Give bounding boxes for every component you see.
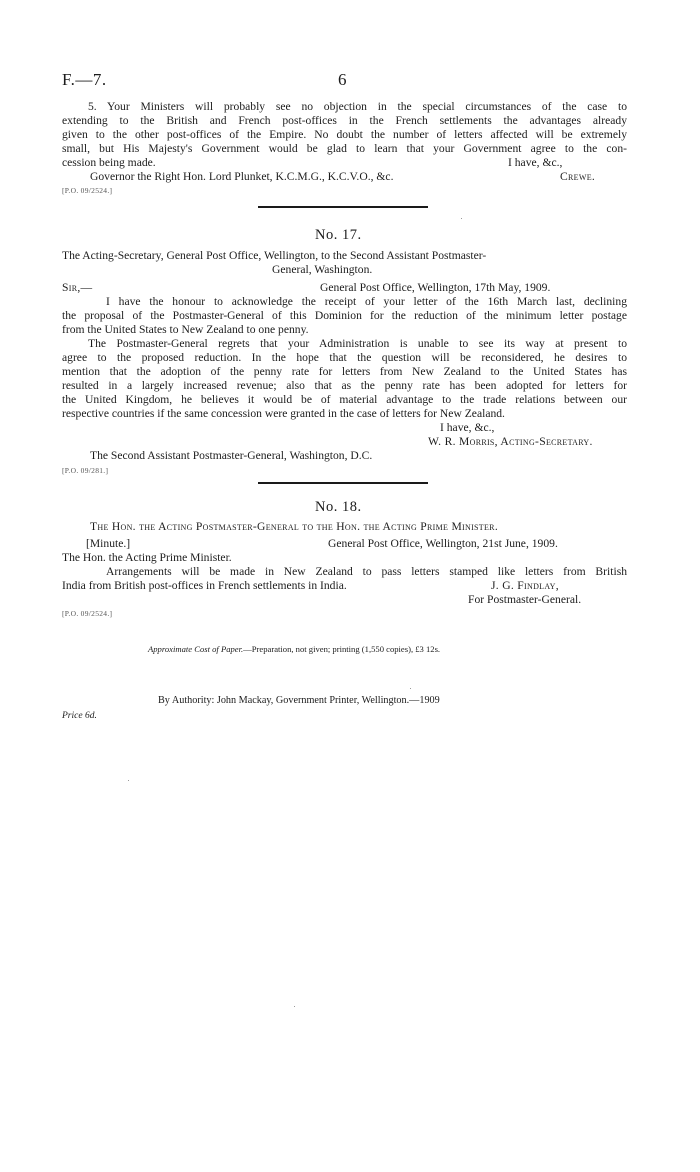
price: Price 6d. [62, 711, 97, 721]
item17-title-line-2: General, Washington. [272, 263, 373, 276]
item17-para2-line-2: agree to the proposed reduction. In the hope that the question will be reconsidered, he desires to [62, 351, 627, 364]
item17-addressee: The Second Assistant Postmaster-General, Washington, D.C. [90, 449, 373, 462]
printer-authority: By Authority: John Mackay, Government Printer, Wellington.—1909 [158, 695, 440, 706]
item17-dateline: General Post Office, Wellington, 17th May, 1909. [320, 281, 551, 294]
para5-last-line: cession being made. [62, 156, 156, 169]
item17-para2-line-4: resulted in a largely increased revenue; also that as the penny rate has been adopted for letters for [62, 379, 627, 392]
item17-signature: W. R. Morris, Acting-Secretary. [428, 435, 593, 448]
separator-rule-2 [258, 482, 428, 484]
speck [128, 780, 129, 781]
item18-signature-title: For Postmaster-General. [468, 593, 582, 606]
para5-line-3: given to the other post-offices of the Empire. No doubt the number of letters affected will be extremely [62, 128, 627, 141]
item18-number: No. 18. [315, 499, 362, 515]
item17-closing: I have, &c., [440, 421, 495, 434]
speck [294, 1006, 295, 1007]
item18-addressee: The Hon. the Acting Prime Minister. [62, 551, 232, 564]
item17-para2-last-line: respective countries if the same concession were granted in the case of letters for New Zealand. [62, 407, 505, 420]
item17-number: No. 17. [315, 227, 362, 243]
item18-title: The Hon. the Acting Postmaster-General to the Hon. the Acting Prime Minister. [90, 520, 499, 533]
item18-body-line-2: India from British post-offices in French settlements in India. [62, 579, 347, 592]
separator-rule-1 [258, 206, 428, 208]
item17-para2-line-3: mention that the adoption of the penny rate for letters from New Zealand to the United States has [62, 365, 627, 378]
item18-dateline: General Post Office, Wellington, 21st June, 1909. [328, 537, 558, 550]
item16-addressee: Governor the Right Hon. Lord Plunket, K.C.M.G., K.C.V.O., &c. [90, 170, 394, 183]
item18-body-line-1: Arrangements will be made in New Zealand to pass letters stamped like letters from British [106, 565, 627, 578]
item17-salutation: Sir,— [62, 281, 93, 294]
item17-para1-last-line: from the United States to New Zealand to one penny. [62, 323, 309, 336]
para5-line-1: 5. Your Ministers will probably see no objection in the special circumstances of the case to [88, 100, 627, 113]
item17-para1-line-1: I have the honour to acknowledge the receipt of your letter of the 16th March last, declining [106, 295, 627, 308]
speck [461, 218, 462, 219]
item17-para2-line-1: The Postmaster-General regrets that your Administration is unable to see its way at present to [88, 337, 627, 350]
item17-para2-line-5: the United Kingdom, he believes it would be of material advantage to the trade relations between our [62, 393, 627, 406]
page-number: 6 [338, 70, 347, 89]
para5-line-4: small, but His Majesty's Government would be glad to learn that your Government agree to the con- [62, 142, 627, 155]
item17-file-ref: [P.O. 09/281.] [62, 466, 109, 475]
item17-para1-line-2: the proposal of the Postmaster-General of this Dominion for the reduction of the minimum letter postage [62, 309, 627, 322]
item16-closing: I have, &c., [508, 156, 563, 169]
item17-title-line-1: The Acting-Secretary, General Post Office, Wellington, to the Second Assistant Postmaster- [62, 249, 487, 262]
item18-minute: [Minute.] [86, 537, 131, 550]
cost-of-paper-line [148, 644, 440, 654]
page-reference: F.—7. [62, 70, 107, 89]
cost-of-paper-label: Approximate Cost of Paper. [148, 644, 244, 654]
item18-file-ref: [P.O. 09/2524.] [62, 609, 113, 618]
item16-file-ref: [P.O. 09/2524.] [62, 186, 113, 195]
cost-of-paper-text: —Preparation, not given; printing (1,550 copies), £3 12s. [243, 644, 441, 654]
item16-signature: Crewe. [560, 170, 596, 183]
item18-signature: J. G. Findlay, [491, 579, 559, 592]
speck [410, 688, 411, 689]
para5-line-2: extending to the British and French post-offices in the French settlements the advantages already [62, 114, 627, 127]
